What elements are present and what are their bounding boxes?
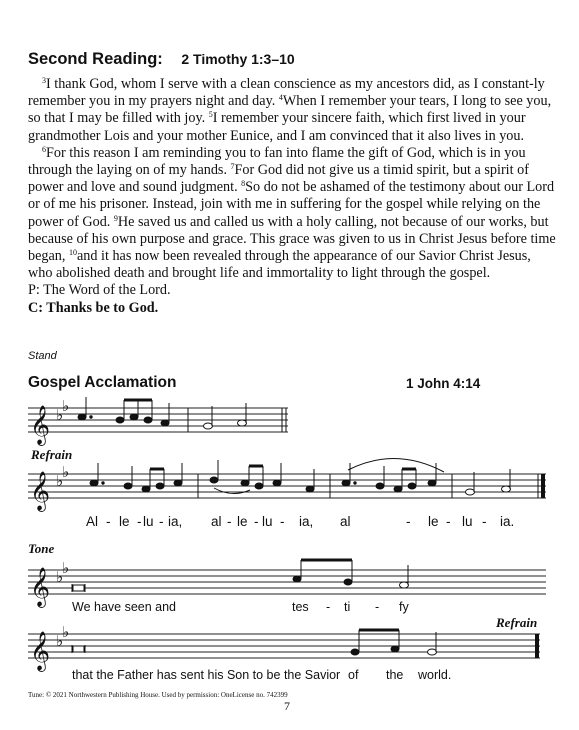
tone-lyric: We have seen and <box>72 600 177 614</box>
flat-sign-icon: ♭ <box>62 623 70 641</box>
refrain-syllable: lu <box>262 514 273 529</box>
verse-text: He saved us and called us with a holy calling, not because of our works, but because of his own purpose and grace. This grace was given to us in Christ Jesus before time began, <box>28 213 556 265</box>
tone-label: Tone <box>28 541 55 556</box>
acclamation-reference: 1 John 4:14 <box>406 376 481 391</box>
music-note <box>394 486 402 492</box>
tone-lyric: - <box>326 600 331 614</box>
verse-number: 4 <box>278 93 283 103</box>
page-number: 7 <box>284 699 290 713</box>
verse-text: I remember your sincere faith, which first lived in your grandmother Lois and your mother Eunice, and I am convinced that it also lives in you. <box>28 110 526 144</box>
tone-lyric: world. <box>418 668 452 682</box>
music-note <box>344 579 352 585</box>
verse-text: When I remember your tears, I long to see you, so that I may be filled with joy. <box>28 93 552 127</box>
music-note <box>238 420 247 426</box>
flat-sign-icon: ♭ <box>56 568 64 586</box>
refrain-syllable: le <box>119 514 130 529</box>
music-note <box>391 646 399 652</box>
refrain-syllable: lu <box>462 514 473 529</box>
music-note <box>273 480 281 486</box>
refrain-return-label: Refrain <box>496 615 538 630</box>
reading-paragraph-1 <box>28 76 558 145</box>
music-note <box>293 576 301 582</box>
music-note <box>144 417 152 423</box>
verse-text: For this reason I am reminding you to fan into flame the gift of God, which is in you through the laying on of my hands. <box>28 144 526 179</box>
music-note-dot <box>90 416 92 418</box>
treble-clef-icon: 𝄞 <box>30 567 51 607</box>
flat-sign-icon: ♭ <box>56 632 64 650</box>
flat-sign-icon: ♭ <box>62 559 70 577</box>
music-note <box>241 480 249 486</box>
refrain-syllable: ia, <box>299 514 314 529</box>
music-note <box>90 480 98 486</box>
refrain-syllable: Al <box>86 514 99 529</box>
verse-number: 3 <box>42 76 46 85</box>
verse-number: 10 <box>68 248 77 258</box>
reading-text <box>28 76 558 317</box>
music-note <box>156 483 164 489</box>
treble-clef-icon: 𝄞 <box>30 471 51 511</box>
music-note <box>376 483 384 489</box>
verse-number: 6 <box>42 144 46 154</box>
verse-text: and it has now been revealed through the appearance of our Savior Christ Jesus, who abolished death and brought life and immortality to light through the gospel. <box>28 248 531 282</box>
breve-note <box>73 585 84 591</box>
verse-number: 7 <box>230 162 235 172</box>
tone-lyric: the <box>386 668 404 682</box>
music-note <box>174 480 182 486</box>
flat-sign-icon: ♭ <box>62 397 70 415</box>
copyright-footer: Tune: © 2021 Northwestern Publishing House. Used by permission: OneLicense no. 742399 <box>28 691 288 699</box>
music-note <box>428 649 437 655</box>
music-note <box>400 582 409 588</box>
verse-text: I thank God, whom I serve with a clean conscience as my ancestors did, as I constant-ly remember you in my prayers night and day. <box>28 76 545 110</box>
refrain-syllable: al <box>211 514 222 529</box>
music-note <box>210 477 218 483</box>
refrain-syllable: - <box>254 514 259 529</box>
music-note <box>116 417 124 423</box>
refrain-syllable: - <box>159 514 164 529</box>
reading-heading <box>28 50 295 69</box>
reading-title: Second Reading: <box>28 50 163 68</box>
music-note <box>428 480 436 486</box>
acclamation-title: Gospel Acclamation <box>28 374 177 391</box>
music-note <box>342 480 350 486</box>
refrain-syllable: - <box>137 514 142 529</box>
intonation-staff <box>0 397 579 450</box>
tone-lyric: ti <box>344 600 351 614</box>
verse-number: 8 <box>241 179 246 189</box>
treble-clef-icon: 𝄞 <box>30 405 51 445</box>
music-note <box>502 486 511 492</box>
refrain-label: Refrain <box>31 447 73 462</box>
music-note <box>466 489 475 495</box>
reading-paragraph-2 <box>28 145 558 283</box>
treble-clef-icon: 𝄞 <box>30 631 51 671</box>
refrain-syllable: - <box>406 514 411 529</box>
flat-sign-icon: ♭ <box>56 406 64 424</box>
music-note <box>161 420 169 426</box>
music-note <box>142 486 150 492</box>
refrain-syllable: ia. <box>500 514 515 529</box>
refrain-syllable: lu <box>143 514 154 529</box>
refrain-syllable: - <box>446 514 451 529</box>
verse-text: For God did not give us a timid spirit, but a spirit of power and love and sound judgment. <box>28 162 529 196</box>
acclamation-heading <box>28 374 548 392</box>
verse-text: So do not be ashamed of the testimony about our Lord or of me his prisoner. Instead, join with me in suffering for the gospel while relying on the power of God. <box>28 179 555 230</box>
refrain-syllable: - <box>227 514 232 529</box>
congregation-response: C: Thanks be to God. <box>28 299 159 316</box>
reading-reference: 2 Timothy 1:3–10 <box>181 51 295 67</box>
music-note <box>204 423 213 429</box>
refrain-syllable: - <box>280 514 285 529</box>
music-note <box>408 483 416 489</box>
music-note <box>78 414 86 420</box>
music-note <box>351 649 359 655</box>
refrain-syllable: - <box>106 514 111 529</box>
rubric-stand: Stand <box>28 350 57 362</box>
verse-number: 9 <box>113 213 118 223</box>
refrain-syllable: le <box>237 514 248 529</box>
tone-staff-2 <box>0 623 579 672</box>
music-note <box>306 486 314 492</box>
pastor-response: P: The Word of the Lord. <box>28 282 171 299</box>
tone-lyric: fy <box>399 600 409 614</box>
breve-note <box>73 646 84 652</box>
music-note <box>124 483 132 489</box>
tone-lyric: tes <box>292 600 309 614</box>
refrain-staff <box>0 463 579 516</box>
refrain-syllable: ia, <box>168 514 183 529</box>
refrain-syllable: al <box>340 514 351 529</box>
verse-number: 5 <box>208 110 213 120</box>
refrain-syllable: le <box>428 514 439 529</box>
tone-lyric: - <box>375 600 380 614</box>
music-note <box>130 414 138 420</box>
music-note <box>255 483 263 489</box>
tone-lyric: that the Father has sent his Son to be the Savior <box>72 668 341 682</box>
refrain-syllable: - <box>482 514 487 529</box>
flat-sign-icon: ♭ <box>56 472 64 490</box>
tone-lyric: of <box>348 668 359 682</box>
flat-sign-icon: ♭ <box>62 463 70 481</box>
